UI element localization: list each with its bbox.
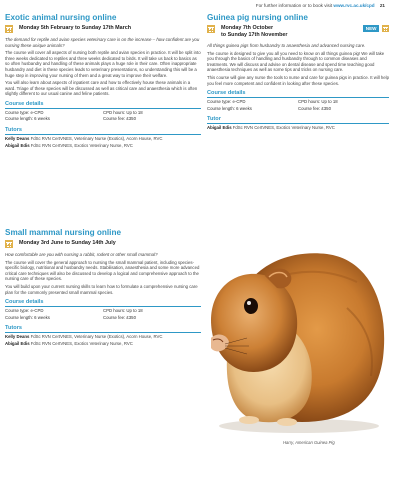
page-number: 21 <box>379 3 385 8</box>
exotic-details-grid <box>5 110 201 123</box>
tutor-entry <box>5 341 201 347</box>
tutor-credentials: FdSc RVN CertVNES, Exotics Veterinary Nurse, RVC <box>29 142 133 148</box>
calendar-icon <box>207 25 215 33</box>
tutor-name: Kelly Deans <box>5 334 30 340</box>
small-mammal-details-heading: Course details <box>5 299 201 307</box>
course-type: Course type: e-CPD <box>207 99 246 105</box>
guinea-pig-illustration <box>207 208 391 434</box>
guinea-date-row <box>207 25 389 39</box>
calendar-icon <box>5 25 13 33</box>
header-url-link[interactable]: www.rvc.ac.uk/cpd <box>333 3 375 8</box>
small-mammal-paragraph-2: You will build upon your current nursing skills to learn how to formulate a comprehensive nursing care plan for the commonly presented small mammal species. <box>5 283 198 295</box>
course-length: Course length: 6 weeks <box>207 105 252 111</box>
tutor-name: Abigail Edis <box>207 125 232 131</box>
small-mammal-course-title: Small mammal nursing online <box>5 228 122 237</box>
cpd-hours: CPD hours: Up to 18 <box>103 109 143 115</box>
course-type: Course type: e-CPD <box>5 109 44 115</box>
guinea-intro: All things guinea pigs from husbandry to anaesthesia and advanced nursing care. <box>207 43 366 48</box>
new-badge: NEW <box>363 25 379 32</box>
exotic-course-title: Exotic animal nursing online <box>5 13 117 22</box>
cpd-hours: CPD hours: Up to 18 <box>298 99 338 105</box>
tutor-name: Abigail Edis <box>5 340 30 346</box>
course-type: Course type: e-CPD <box>5 308 44 314</box>
page-header <box>256 3 385 8</box>
new-badge-wrap <box>363 25 389 32</box>
calendar-icon <box>382 25 389 32</box>
guinea-paragraph-2: This course will give any nurse the tools to nurse and care for guinea pigs in practice. It will help you feel more competent and confident in looking after these species. <box>207 74 389 86</box>
tutor-entry <box>5 334 201 340</box>
photo-caption: Harry, American Guinea Pig <box>283 440 335 445</box>
small-mammal-tutors-heading: Tutors <box>5 325 201 333</box>
exotic-details-heading: Course details <box>5 101 201 109</box>
guinea-pig-photo <box>207 208 391 434</box>
guinea-date-line-2: to Sunday 17th November <box>221 32 288 38</box>
header-prefix: For further information or to book visit <box>255 3 333 8</box>
course-fee: Course fee: £350 <box>298 105 331 111</box>
guinea-paragraph-1: The course is designed to give you all you need to know on all things guinea pig! We will take you through the basics of handling and husbandry through to common diseases and treatments. We will discuss and advise on dental disease and spend time teaching good anaesthesia techniques as well as some tips and tricks on nursing care. <box>207 50 385 73</box>
exotic-intro: The demand for reptile and avian species veterinary care is on the increase – how confident are you nursing these unique animals? <box>5 37 200 48</box>
tutor-entry <box>5 136 201 142</box>
tutor-credentials: FdSc RVN CertVNES, Exotics Veterinary Nurse, RVC <box>231 125 335 131</box>
small-mammal-intro: How comfortable are you with nursing a rabbit, rodent or other small mammal? <box>5 252 158 257</box>
course-length: Course length: 6 weeks <box>5 116 50 122</box>
small-mammal-date-row <box>5 240 201 248</box>
exotic-paragraph-2: You will also learn about aspects of inpatient care and how to effectively house these animals in a ward. Triage of these species will be discussed as well as critical care and anaesthesia which is often slightly different to our usual canine and feline patients. <box>5 80 198 97</box>
guinea-details-grid <box>207 99 389 112</box>
guinea-date-line-1: Monday 7th October <box>221 25 274 31</box>
small-mammal-paragraph-1: The course will cover the general approach to nursing the small mammal patient, including species-specific biology, nutritional and husbandry needs. Stabilisation, anaesthesia and some more advanced critical care techniques will also be discussed to develop a logical and comprehensive approach to the nursing care of these species. <box>5 259 200 282</box>
exotic-paragraph-1: The course will cover all aspects of nursing both reptile and avian species in practice. It will be split into three weeks dedicated to reptiles and three weeks dedicated to birds. It will take us back to basics as so often husbandry and handling of these animals plays a huge role in their care. Often inappropriate husbandry and diet in these species leads to veterinary presentations, so understanding this will be a huge step in improving your nursing of them and a great way to improve their welfare. <box>5 50 201 78</box>
tutor-entry <box>207 125 389 131</box>
small-mammal-course-section <box>5 228 201 346</box>
course-fee: Course fee: £350 <box>103 116 136 122</box>
tutor-entry <box>5 143 201 149</box>
course-length: Course length: 6 weeks <box>5 314 50 320</box>
exotic-date-row <box>5 25 201 33</box>
tutor-name: Abigail Edis <box>5 142 30 148</box>
calendar-icon <box>5 240 13 248</box>
exotic-course-date: Monday 5th February to Sunday 17th March <box>19 25 132 31</box>
guinea-details-heading: Course details <box>207 90 389 98</box>
guinea-course-section <box>207 13 389 131</box>
guinea-course-date <box>221 25 288 39</box>
exotic-course-section <box>5 13 201 148</box>
exotic-tutors-heading: Tutors <box>5 127 201 135</box>
tutor-name: Kelly Deans <box>5 135 30 141</box>
small-mammal-details-grid <box>5 308 201 321</box>
course-fee: Course fee: £350 <box>103 314 136 320</box>
tutor-credentials: FdSc RVN CertVNES, Exotics Veterinary Nurse, RVC <box>29 340 133 346</box>
cpd-hours: CPD hours: Up to 18 <box>103 308 143 314</box>
guinea-tutor-heading: Tutor <box>207 116 389 124</box>
guinea-course-title: Guinea pig nursing online <box>207 13 308 22</box>
small-mammal-course-date: Monday 3rd June to Sunday 14th July <box>19 240 116 246</box>
tutor-credentials: FdSc RVN CertVNES, Veterinary Nurse (Exotics), Acorn House, RVC <box>29 135 163 141</box>
tutor-credentials: FdSc RVN CertVNES, Veterinary Nurse (Exotics), Acorn House, RVC <box>29 334 163 340</box>
